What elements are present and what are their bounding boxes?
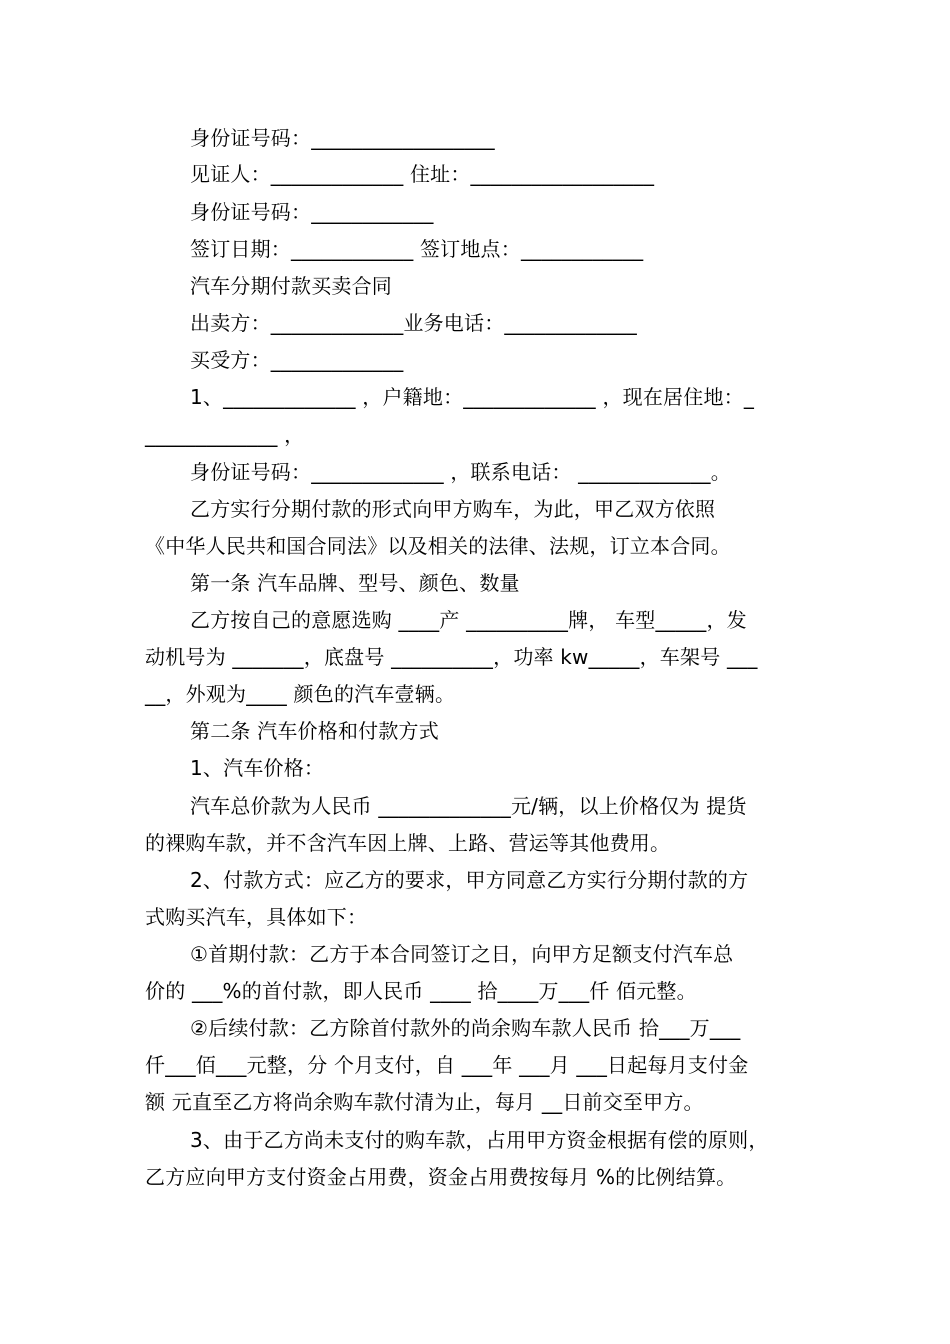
paragraph-line: 的裸购车款，并不含汽车因上牌、上路、营运等其他费用。 [145,831,671,855]
paragraph-line: ①首期付款：乙方于本合同签订之日，向甲方足额支付汽车总 [190,942,734,966]
signing-info-line: 签订日期：____________ 签订地点：____________ [190,237,644,261]
buyer-detail-line: 1、_____________ ，户籍地：_____________ ，现在居住地：_ [190,385,755,409]
paragraph-line: __，外观为____ 颜色的汽车壹辆。 [145,682,456,706]
buyer-contact-line: 身份证号码：_____________ ，联系电话： _____________。 [190,460,731,484]
paragraph-line: 仟___佰___元整，分 个月支付，自 ___年 ___月 ___日起每月支付金 [145,1053,749,1077]
buyer-line: 买受方：_____________ [190,348,404,372]
paragraph-line: 《中华人民共和国合同法》以及相关的法律、法规，订立本合同。 [145,534,731,558]
id-number-line: 身份证号码：____________ [190,200,434,224]
contract-title: 汽车分期付款买卖合同 [190,274,392,298]
section-heading: 1、汽车价格： [190,756,325,780]
article-two-heading: 第二条 汽车价格和付款方式 [190,719,439,743]
paragraph-line: ②后续付款：乙方除首付款外的尚余购车款人民币 拾___万___ [190,1016,741,1040]
paragraph-line: 乙方按自己的意愿选购 ____产 __________牌， 车型_____，发 [190,608,747,632]
buyer-detail-continuation: _____________ ， [145,423,305,447]
paragraph-line: 乙方应向甲方支付资金占用费，资金占用费按每月 %的比例结算。 [145,1165,737,1189]
paragraph-line: 乙方实行分期付款的形式向甲方购车，为此，甲乙双方依照 [190,497,716,521]
article-one-heading: 第一条 汽车品牌、型号、颜色、数量 [190,571,520,595]
paragraph-line: 价的 ___%的首付款，即人民币 ____ 拾____万___仟 佰元整。 [145,979,697,1003]
paragraph-line: 动机号为 _______，底盘号 __________，功率 kw_____，车架号 ___ [145,645,758,669]
paragraph-line: 额 元直至乙方将尚余购车款付清为止，每月 __日前交至甲方。 [145,1090,704,1114]
paragraph-line: 2、付款方式：应乙方的要求，甲方同意乙方实行分期付款的方 [190,868,749,892]
paragraph-line: 3、由于乙方尚未支付的购车款，占用甲方资金根据有偿的原则， [190,1128,769,1152]
id-number-line: 身份证号码：__________________ [190,126,495,150]
paragraph-line: 式购买汽车，具体如下： [145,905,368,929]
seller-line: 出卖方：_____________业务电话：_____________ [190,311,637,335]
paragraph-line: 汽车总价款为人民币 _____________元/辆，以上价格仅为 提货 [190,794,747,818]
witness-line: 见证人：_____________ 住址：__________________ [190,162,655,186]
